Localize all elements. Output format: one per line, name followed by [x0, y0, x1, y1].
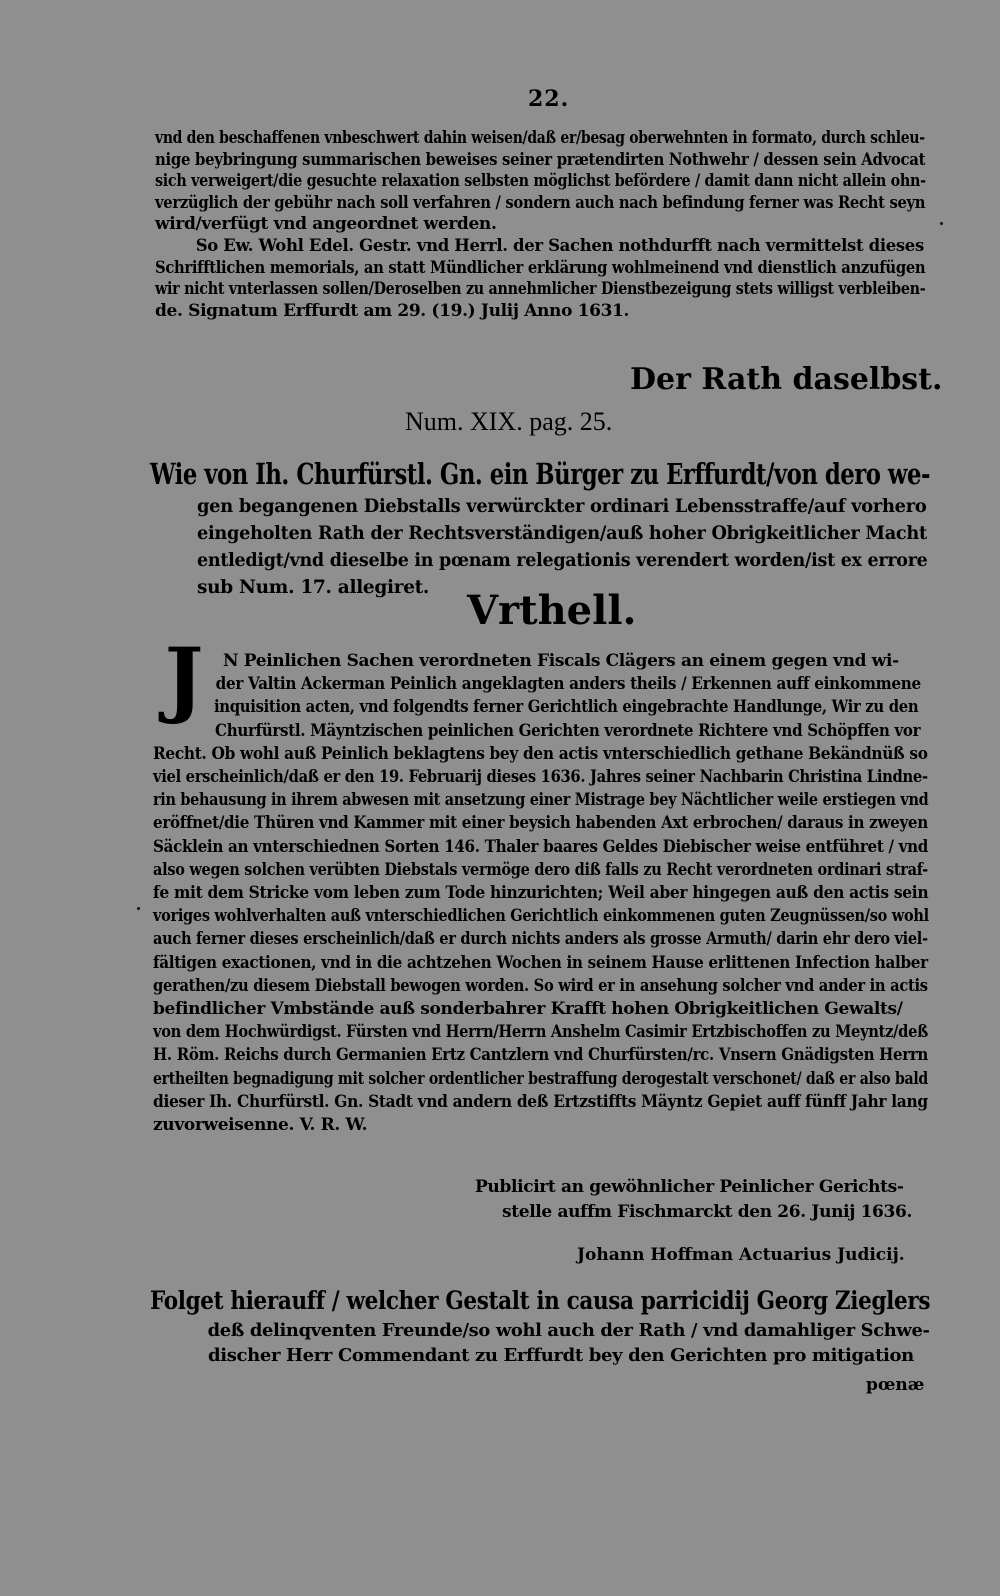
letter-line: vnd den beschaffenen vnbeschwert dahin weisen/daß er/besag oberwehnten in formato, durch schleu- [155, 128, 925, 148]
judgment-line: dieser Ih. Churfürstl. Gn. Stadt vnd andern deß Ertzstiffts Mäyntz Gepiet auff fünff Jahr lang [153, 1091, 928, 1112]
publication-note [475, 1175, 935, 1225]
judgment-line: Recht. Ob wohl auß Peinlich beklagtens bey den actis vnterschiedlich gethane Bekändnüß so [153, 743, 928, 764]
page-number: 22. [528, 86, 570, 112]
letter-line: nige beybringung summarischen beweises seiner prætendirten Nothwehr / dessen sein Advocat [155, 149, 926, 170]
letter-line: Schrifftlichen memorials, an statt Mündlicher erklärung wohlmeinend vnd dienstlich anzufügen [155, 257, 926, 278]
publication-line: stelle auffm Fischmarckt den 26. Junij 1636. [502, 1202, 913, 1222]
judgment-line: inquisition acten, vnd folgendts ferner Gerichtlich eingebrachte Handlunge, Wir zu den [213, 697, 919, 718]
following-first-line: Folget hierauff / welcher Gestalt in causa parricidij Georg Zieglers [150, 1286, 931, 1315]
judgment-body [153, 650, 928, 1137]
judgment-line: gerathen/zu diesem Diebstall bewogen worden. So wird er in ansehung solcher vnd ander in actis [153, 975, 928, 996]
letter-line: So Ew. Wohl Edel. Gestr. vnd Herrl. der Sachen nothdurfft nach vermittelst dieses [195, 235, 924, 256]
heading-line: sub Num. 17. allegiret. [197, 577, 430, 598]
heading-line: eingeholten Rath der Rechtsverständigen/auß hoher Obrigkeitlicher Macht [197, 523, 927, 544]
judgment-line: von dem Hochwürdigst. Fürsten vnd Herrn/Herrn Anshelm Casimir Ertzbischoffen zu Meyntz/deß [153, 1022, 928, 1043]
judgment-line: zuvorweisenne. V. R. W. [153, 1115, 368, 1136]
heading-line: gen begangenen Diebstalls verwürckter ordinari Lebensstraffe/auf vorhero [197, 496, 927, 517]
catchword: pœnæ [866, 1375, 925, 1395]
actuarius-signature: Johann Hoffman Actuarius Judicij. [577, 1245, 905, 1265]
judgment-line: voriges wohlverhalten auß vnterschiedlichen Gerichtlich einkommenen guten Zeugnüssen/so wohl [153, 906, 929, 927]
letter-line: verzüglich der gebühr nach soll verfahren / sondern auch nach befindung ferner was Recht seyn [155, 192, 926, 213]
judgment-line: H. Röm. Reichs durch Germanien Ertz Cantzlern vnd Churfürsten/rc. Vnsern Gnädigsten Herrn [153, 1045, 929, 1066]
judgment-line: fe mit dem Stricke vom leben zum Tode hinzurichten; Weil aber hingegen auß den actis sein [153, 883, 929, 904]
following-section [150, 1284, 930, 1368]
section-heading-first-line: Wie von Ih. Churfürstl. Gn. ein Bürger zu Erffurdt/von dero we- [150, 457, 930, 491]
judgment-line: auch ferner dieses erscheinlich/daß er durch nichts anders als grosse Armuth/ darin ehr dero viel- [153, 929, 928, 950]
letter-line: de. Signatum Erffurdt am 29. (19.) Julij Anno 1631. [155, 300, 630, 321]
publication-line: Publicirt an gewöhnlicher Peinlicher Gerichts- [475, 1177, 904, 1197]
letter-line: wir nicht vnterlassen sollen/Deroselben zu annehmlicher Dienstbezeigung stets willigst verbleiben- [155, 279, 926, 300]
judgment-line: befindlicher Vmbstände auß sonderbahrer Krafft hohen Obrigkeitlichen Gewalts/ [153, 999, 903, 1020]
letter-line: wird/verfügt vnd angeordnet werden. [155, 214, 497, 235]
ink-speck [137, 907, 140, 910]
judgment-line: viel erscheinlich/daß er den 19. Februarij dieses 1636. Jahres seiner Nachbarin Christina Lindne- [153, 767, 928, 788]
judgment-line: N Peinlichen Sachen verordneten Fiscals Clägers an einem gegen vnd wi- [223, 651, 899, 671]
following-line: discher Herr Commendant zu Erffurdt bey den Gerichten pro mitigation [208, 1345, 914, 1366]
judgment-line: Churfürstl. Mäyntzischen peinlichen Gerichten verordnete Richtere vnd Schöpffen vor [215, 720, 921, 741]
heading-line: entledigt/vnd dieselbe in pœnam relegationis verendert worden/ist ex errore [197, 550, 928, 571]
judgment-line: ertheilten begnadigung mit solcher ordentlicher bestraffung derogestalt verschonet/ daß er also bald [153, 1068, 928, 1089]
letter-body [155, 128, 925, 322]
judgment-line: Säcklein an vnterschiednen Sorten 146. Thaler baares Geldes Diebischer weise entführet / vnd [153, 836, 929, 857]
judgment-line: der Valtin Ackerman Peinlich angeklagten anders theils / Erkennen auff einkommene [215, 674, 921, 695]
letter-line: sich verweigert/die gesuchte relaxation selbsten möglichst befördere / damit dann nicht allein ohn- [155, 171, 926, 192]
drop-cap: J [164, 631, 204, 727]
judgment-line: also wegen solchen verübten Diebstals vermöge dero diß falls zu Recht verordneten ordinari straf- [153, 859, 928, 880]
judgment-line: fältigen exactionen, vnd in die achtzehen Wochen in seinem Hause erlittenen Infection halber [153, 952, 928, 973]
following-line: deß delinqventen Freunde/so wohl auch der Rath / vnd damahliger Schwe- [207, 1320, 930, 1341]
judgment-title: Vrthell. [467, 587, 637, 634]
judgment-line: rin behausung in ihrem abwesen mit ansetzung einer Mistrage bey Nächtlicher weile erstiegen vnd [153, 790, 929, 811]
section-heading [197, 493, 927, 601]
letter-signoff: Der Rath daselbst. [630, 362, 943, 397]
judgment-line: eröffnet/die Thüren vnd Kammer mit einer beysich habenden Axt erbrochen/ daraus in zweyen [153, 813, 928, 834]
section-reference: Num. XIX. pag. 25. [405, 407, 613, 436]
ink-speck [940, 222, 943, 225]
